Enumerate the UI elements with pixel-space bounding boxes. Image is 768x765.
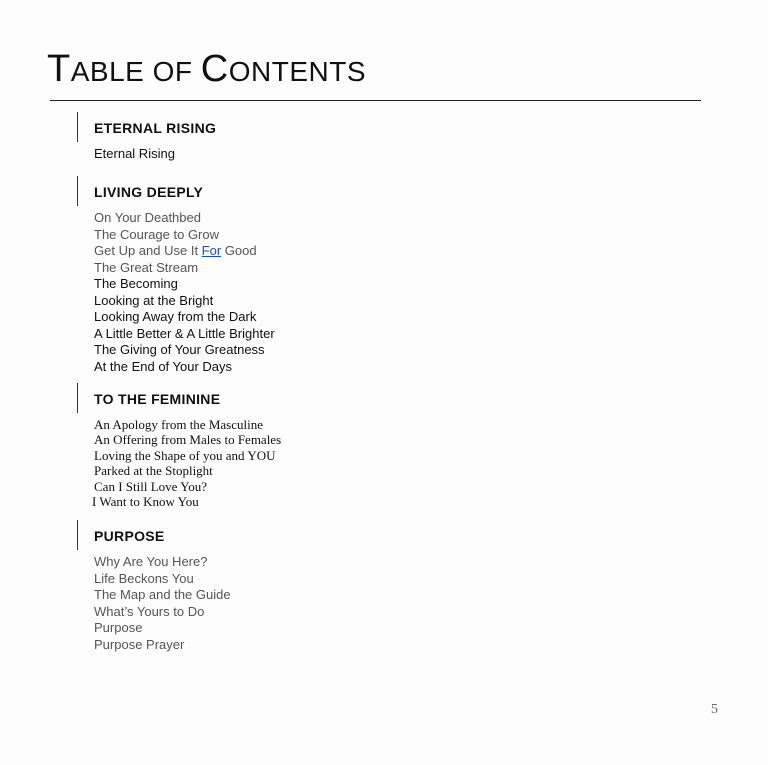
toc-entry[interactable]: Eternal Rising (94, 146, 175, 161)
toc-entry[interactable]: An Apology from the Masculine (94, 417, 263, 432)
section-items (94, 417, 281, 509)
section-items (94, 554, 231, 653)
toc-entry[interactable]: Why Are You Here? (94, 554, 208, 569)
title-cap-c: C (200, 48, 229, 90)
section-items (94, 210, 275, 375)
hyperlink-word[interactable]: For (201, 243, 222, 258)
toc-entry[interactable]: What’s Yours to Do (94, 603, 205, 619)
section-heading: ETERNAL RISING (94, 120, 217, 136)
toc-entry[interactable]: The Becoming (94, 276, 178, 291)
section-heading: LIVING DEEPLY (94, 184, 204, 200)
section-to-the-feminine (94, 390, 281, 509)
page-number: 5 (711, 702, 718, 717)
toc-entry[interactable]: Purpose Prayer (94, 636, 185, 652)
toc-entry-text-suffix: Good (221, 243, 257, 258)
toc-entry[interactable]: Purpose (94, 620, 143, 635)
toc-entry[interactable]: Can I Still Love You? (94, 478, 208, 494)
toc-entry[interactable]: I Want to Know You (92, 494, 199, 510)
section-marker-bar (77, 520, 78, 550)
section-heading: PURPOSE (94, 528, 165, 544)
page-title (47, 48, 366, 91)
toc-entry[interactable]: Parked at the Stoplight (94, 463, 213, 479)
toc-entry[interactable]: Looking at the Bright (94, 292, 214, 308)
section-heading: TO THE FEMININE (94, 391, 221, 407)
toc-entry[interactable]: The Map and the Guide (94, 587, 231, 602)
toc-entry[interactable]: An Offering from Males to Females (94, 432, 282, 448)
title-cap-t: T (47, 48, 71, 90)
section-items (94, 146, 216, 163)
section-eternal-rising (94, 119, 216, 163)
toc-entry[interactable]: Life Beckons You (94, 570, 194, 586)
toc-entry[interactable]: At the End of Your Days (94, 358, 233, 374)
section-living-deeply (94, 183, 275, 375)
title-part-1: ABLE OF (70, 56, 201, 87)
toc-entry[interactable]: On Your Deathbed (94, 210, 201, 225)
toc-entry[interactable] (94, 243, 275, 260)
section-marker-bar (77, 176, 78, 206)
toc-entry[interactable]: Loving the Shape of you and YOU (94, 447, 276, 463)
toc-entry[interactable]: A Little Better & A Little Brighter (94, 325, 275, 341)
section-purpose (94, 527, 231, 653)
toc-entry[interactable]: Looking Away from the Dark (94, 309, 257, 324)
title-part-2: ONTENTS (228, 56, 366, 87)
toc-entry[interactable]: The Great Stream (94, 259, 199, 275)
toc-entry-text: Get Up and Use It (94, 243, 202, 258)
toc-entry[interactable]: The Courage to Grow (94, 226, 220, 242)
toc-entry[interactable]: The Giving of Your Greatness (94, 342, 265, 357)
section-marker-bar (77, 112, 78, 142)
title-divider (50, 100, 701, 101)
section-marker-bar (77, 383, 78, 413)
